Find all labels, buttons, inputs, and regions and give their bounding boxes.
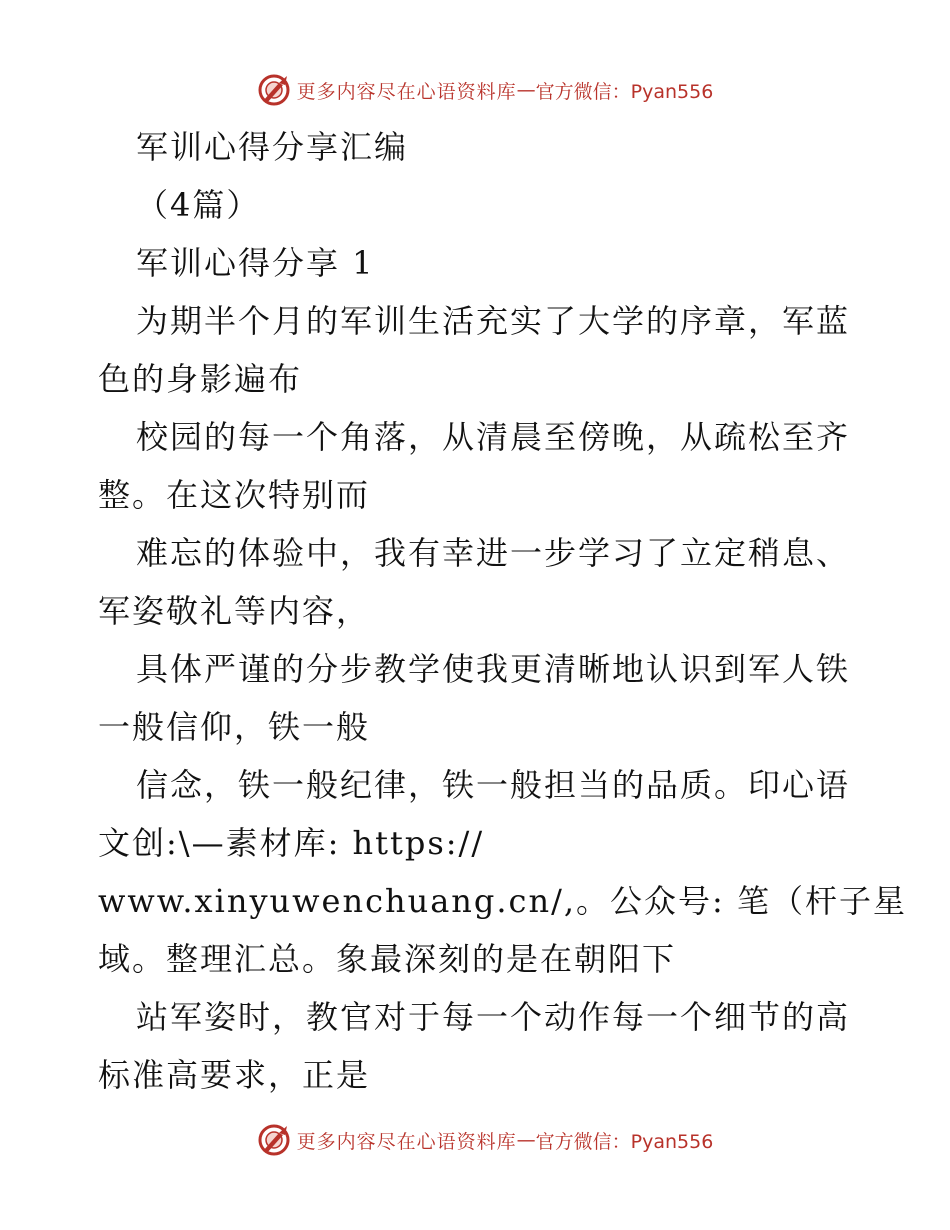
document-count: （4篇） — [136, 186, 261, 224]
section-heading: 军训心得分享 1 — [136, 244, 375, 282]
body-line: 文创:\—素材库: https:// — [98, 824, 485, 862]
header-contact-text: 官方微信：Pyan556 — [535, 80, 714, 103]
body-line: 为期半个月的军训生活充实了大学的序章，军蓝 — [136, 302, 851, 340]
body-line: 信念，铁一般纪律，铁一般担当的品质。印心语 — [136, 766, 851, 804]
body-line: 色的身影遍布 — [98, 360, 303, 398]
document-body — [98, 118, 907, 1104]
quill-logo-icon — [257, 73, 291, 107]
body-line: 站军姿时，教官对于每一个动作每一个细节的高 — [136, 998, 851, 1036]
footer-separator: — — [516, 1129, 536, 1151]
body-line: 一般信仰，铁一般 — [98, 708, 371, 746]
body-line: www.xinyuwenchuang.cn/,。公众号: 笔（杆子星 — [98, 882, 907, 920]
quill-logo-icon — [257, 1123, 291, 1157]
body-line: 域。整理汇总。象最深刻的是在朝阳下 — [98, 940, 677, 978]
footer-contact-text: 官方微信：Pyan556 — [535, 1130, 714, 1153]
body-line: 标准高要求，正是 — [98, 1056, 371, 1094]
header-banner — [0, 70, 950, 110]
body-line: 校园的每一个角落，从清晨至傍晚，从疏松至齐 — [136, 418, 851, 456]
header-brand-text: 更多内容尽在心语资料库 — [296, 80, 517, 103]
document-title: 军训心得分享汇编 — [136, 128, 409, 166]
body-line: 具体严谨的分步教学使我更清晰地认识到军人铁 — [136, 650, 851, 688]
footer-brand-text: 更多内容尽在心语资料库 — [296, 1130, 517, 1153]
body-line: 军姿敬礼等内容， — [98, 592, 371, 630]
body-line: 整。在这次特别而 — [98, 476, 371, 514]
header-separator: — — [516, 79, 536, 101]
footer-banner — [0, 1120, 950, 1160]
body-line: 难忘的体验中，我有幸进一步学习了立定稍息、 — [136, 534, 851, 572]
